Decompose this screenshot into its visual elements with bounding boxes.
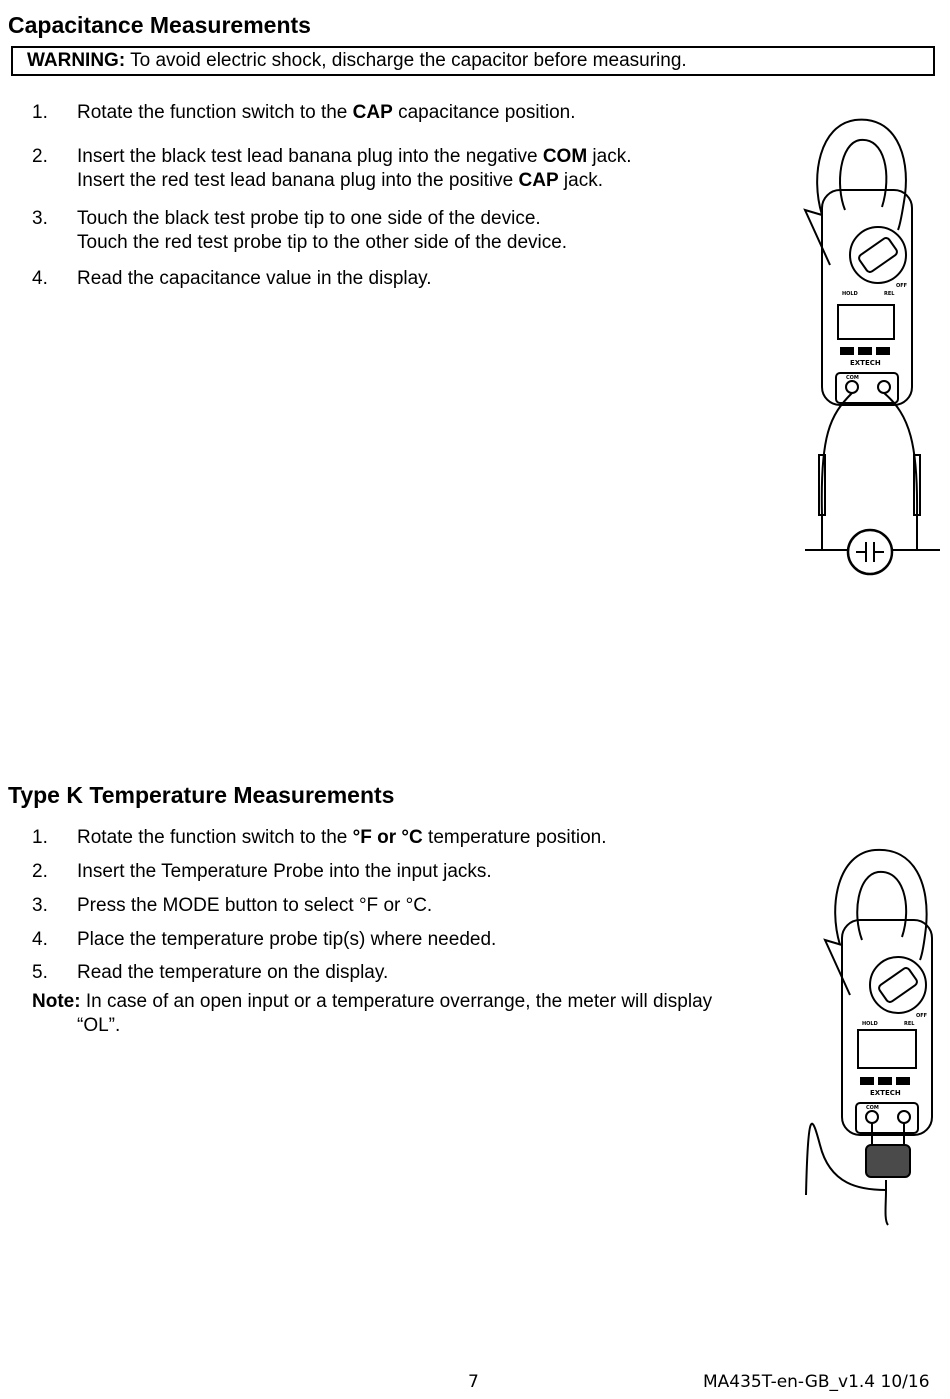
warning-text: To avoid electric shock, discharge the capacitor before measuring.: [125, 50, 687, 71]
meter2-rel-label: REL: [904, 1021, 915, 1027]
clamp-meter-capacitance-illustration: [800, 115, 945, 585]
temp-note: Note: In case of an open input or a temperature overrange, the meter will display “OL”.: [32, 991, 713, 1036]
meter-hold-label: HOLD: [842, 291, 858, 297]
warning-label: WARNING:: [27, 50, 126, 71]
meter2-hold-label: HOLD: [862, 1021, 878, 1027]
page-number: 7: [468, 1372, 479, 1392]
meter-off-label: OFF: [896, 283, 908, 289]
meter-com-label: COM: [846, 375, 859, 381]
meter-rel-label: REL: [884, 291, 895, 297]
section-title-temperature: Type K Temperature Measurements: [8, 782, 395, 808]
warning-box: [11, 46, 935, 76]
meter2-brand-label: EXTECH: [870, 1089, 901, 1097]
meter2-com-label: COM: [866, 1105, 879, 1111]
meter2-off-label: OFF: [916, 1013, 928, 1019]
section-title-capacitance: Capacitance Measurements: [8, 12, 311, 38]
meter-brand-label: EXTECH: [850, 359, 881, 367]
clamp-meter-temperature-illustration: [800, 845, 945, 1230]
document-code: MA435T-en-GB_v1.4 10/16: [703, 1372, 930, 1392]
